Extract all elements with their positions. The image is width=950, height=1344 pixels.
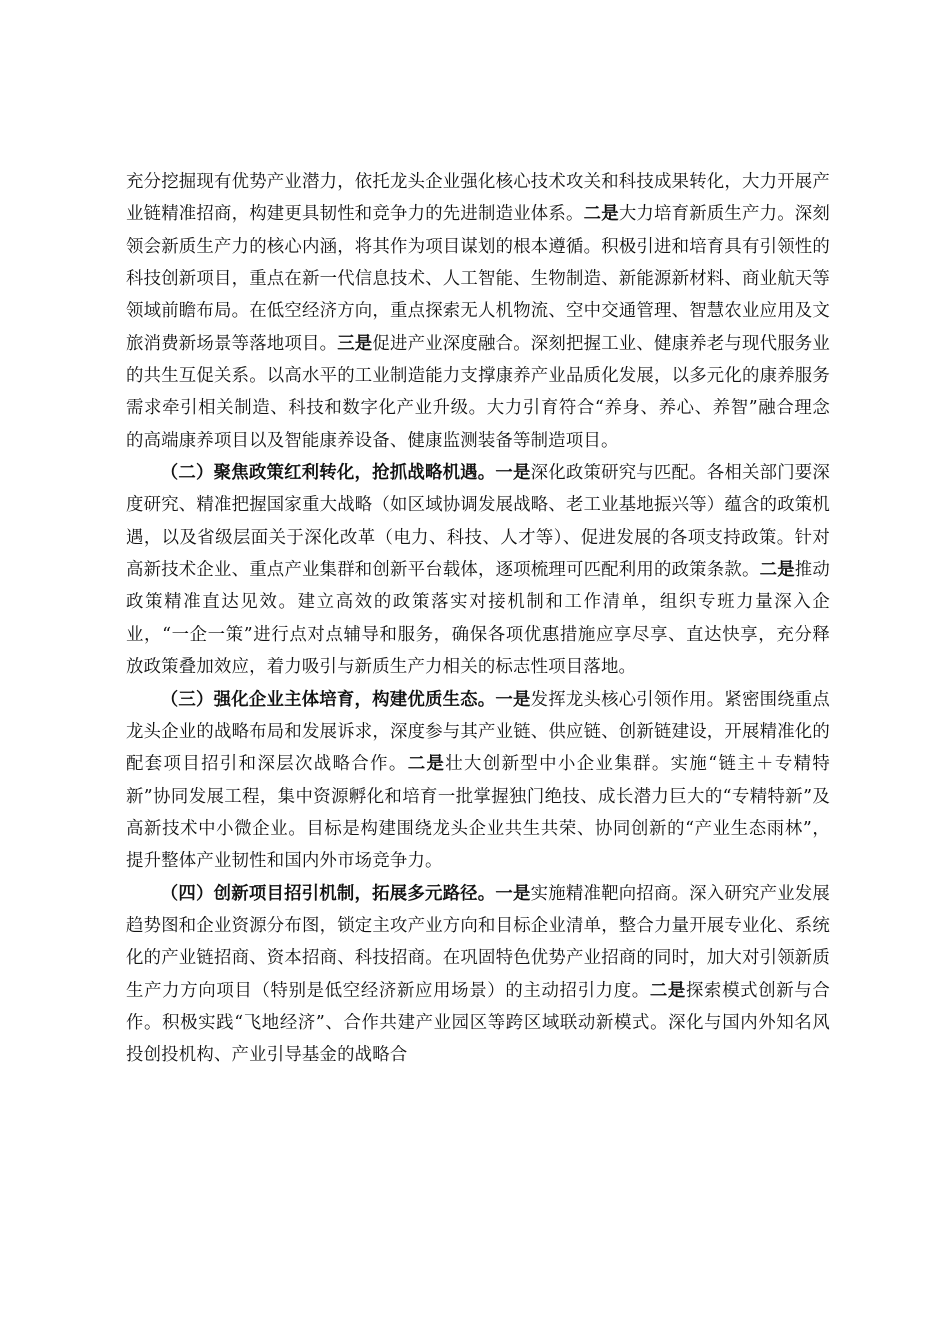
paragraph-2-marker-1: 一是 [495, 463, 531, 484]
paragraph-4-marker-1: 一是 [495, 883, 531, 904]
paragraph-3-text-2: 壮大创新型中小企业集群。实施“链主＋专精特新”协同发展工程，集中资源孵化和培育一批掌握独门绝技、成长潜力巨大的“专精特新”及高新技术中小微企业。目标是构建围绕龙头企业共生共荣、协同创新的“产业生态雨林”，提升整体产业韧性和国内外市场竞争力。 [126, 754, 830, 872]
paragraph-1-text: 充分挖掘现有优势产业潜力，依托龙头企业强化核心技术攻关和科技成果转化，大力开展产业链精准招商，构建更具韧性和竞争力的先进制造业体系。 [126, 172, 830, 225]
paragraph-3 [126, 684, 830, 878]
paragraph-1-text-3: 促进产业深度融合。深刻把握工业、健康养老与现代服务业的共生互促关系。以高水平的工业制造能力支撑康养产业品质化发展，以多元化的康养服务需求牵引相关制造、科技和数字化产业升级。大力引育符合“养身、养心、养智”融合理念的高端康养项目以及智能康养设备、健康监测装备等制造项目。 [126, 333, 830, 451]
paragraph-3-text-1: 发挥龙头核心引领作用。紧密围绕重点龙头企业的战略布局和发展诉求，深度参与其产业链、供应链、创新链建设，开展精准化的配套项目招引和深层次战略合作。 [126, 689, 831, 775]
paragraph-4-text-1: 实施精准靶向招商。深入研究产业发展趋势图和企业资源分布图，锁定主攻产业方向和目标企业清单，整合力量开展专业化、系统化的产业链招商、资本招商、科技招商。在巩固特色优势产业招商的同时，加大对引领新质生产力方向项目（特别是低空经济新应用场景）的主动招引力度。 [126, 883, 831, 1001]
paragraph-1-text-2: 大力培育新质生产力。深刻领会新质生产力的核心内涵，将其作为项目谋划的根本遵循。积极引进和培育具有引领性的科技创新项目，重点在新一代信息技术、人工智能、生物制造、新能源新材料、商业航天等领域前瞻布局。在低空经济方向，重点探索无人机物流、空中交通管理、智慧农业应用及文旅消费新场景等落地项目。 [126, 204, 831, 354]
paragraph-2-marker-2: 二是 [759, 560, 795, 581]
paragraph-1-marker-3: 三是 [337, 333, 373, 354]
paragraph-4-heading: （四）创新项目招引机制，拓展多元路径。 [160, 883, 496, 904]
paragraph-4-text-2: 探索模式创新与合作。积极实践“飞地经济”、合作共建产业园区等跨区域联动新模式。深化与国内外知名风投创投机构、产业引导基金的战略合 [126, 980, 830, 1066]
paragraph-4-marker-2: 二是 [649, 980, 686, 1001]
paragraph-1-marker-2: 二是 [583, 204, 619, 225]
paragraph-3-heading: （三）强化企业主体培育，构建优质生态。 [160, 689, 496, 710]
paragraph-4 [126, 878, 830, 1072]
paragraph-2-text-2: 推动政策精准直达见效。建立高效的政策落实对接机制和工作清单，组织专班力量深入企业，“一企一策”进行点对点辅导和服务，确保各项优惠措施应享尽享、直达快享，充分释放政策叠加效应，着力吸引与新质生产力相关的标志性项目落地。 [126, 560, 830, 678]
paragraph-2 [126, 457, 830, 683]
document-body [126, 166, 830, 1072]
paragraph-2-text-1: 深化政策研究与匹配。各相关部门要深度研究、精准把握国家重大战略（如区域协调发展战略、老工业基地振兴等）蕴含的政策机遇，以及省级层面关于深化改革（电力、科技、人才等）、促进发展的各项支持政策。针对高新技术企业、重点产业集群和创新平台载体，逐项梳理可匹配利用的政策条款。 [126, 463, 831, 581]
paragraph-3-marker-2: 二是 [407, 754, 446, 775]
paragraph-1 [126, 166, 830, 457]
paragraph-3-marker-1: 一是 [495, 689, 531, 710]
paragraph-2-heading: （二）聚焦政策红利转化，抢抓战略机遇。 [160, 463, 496, 484]
